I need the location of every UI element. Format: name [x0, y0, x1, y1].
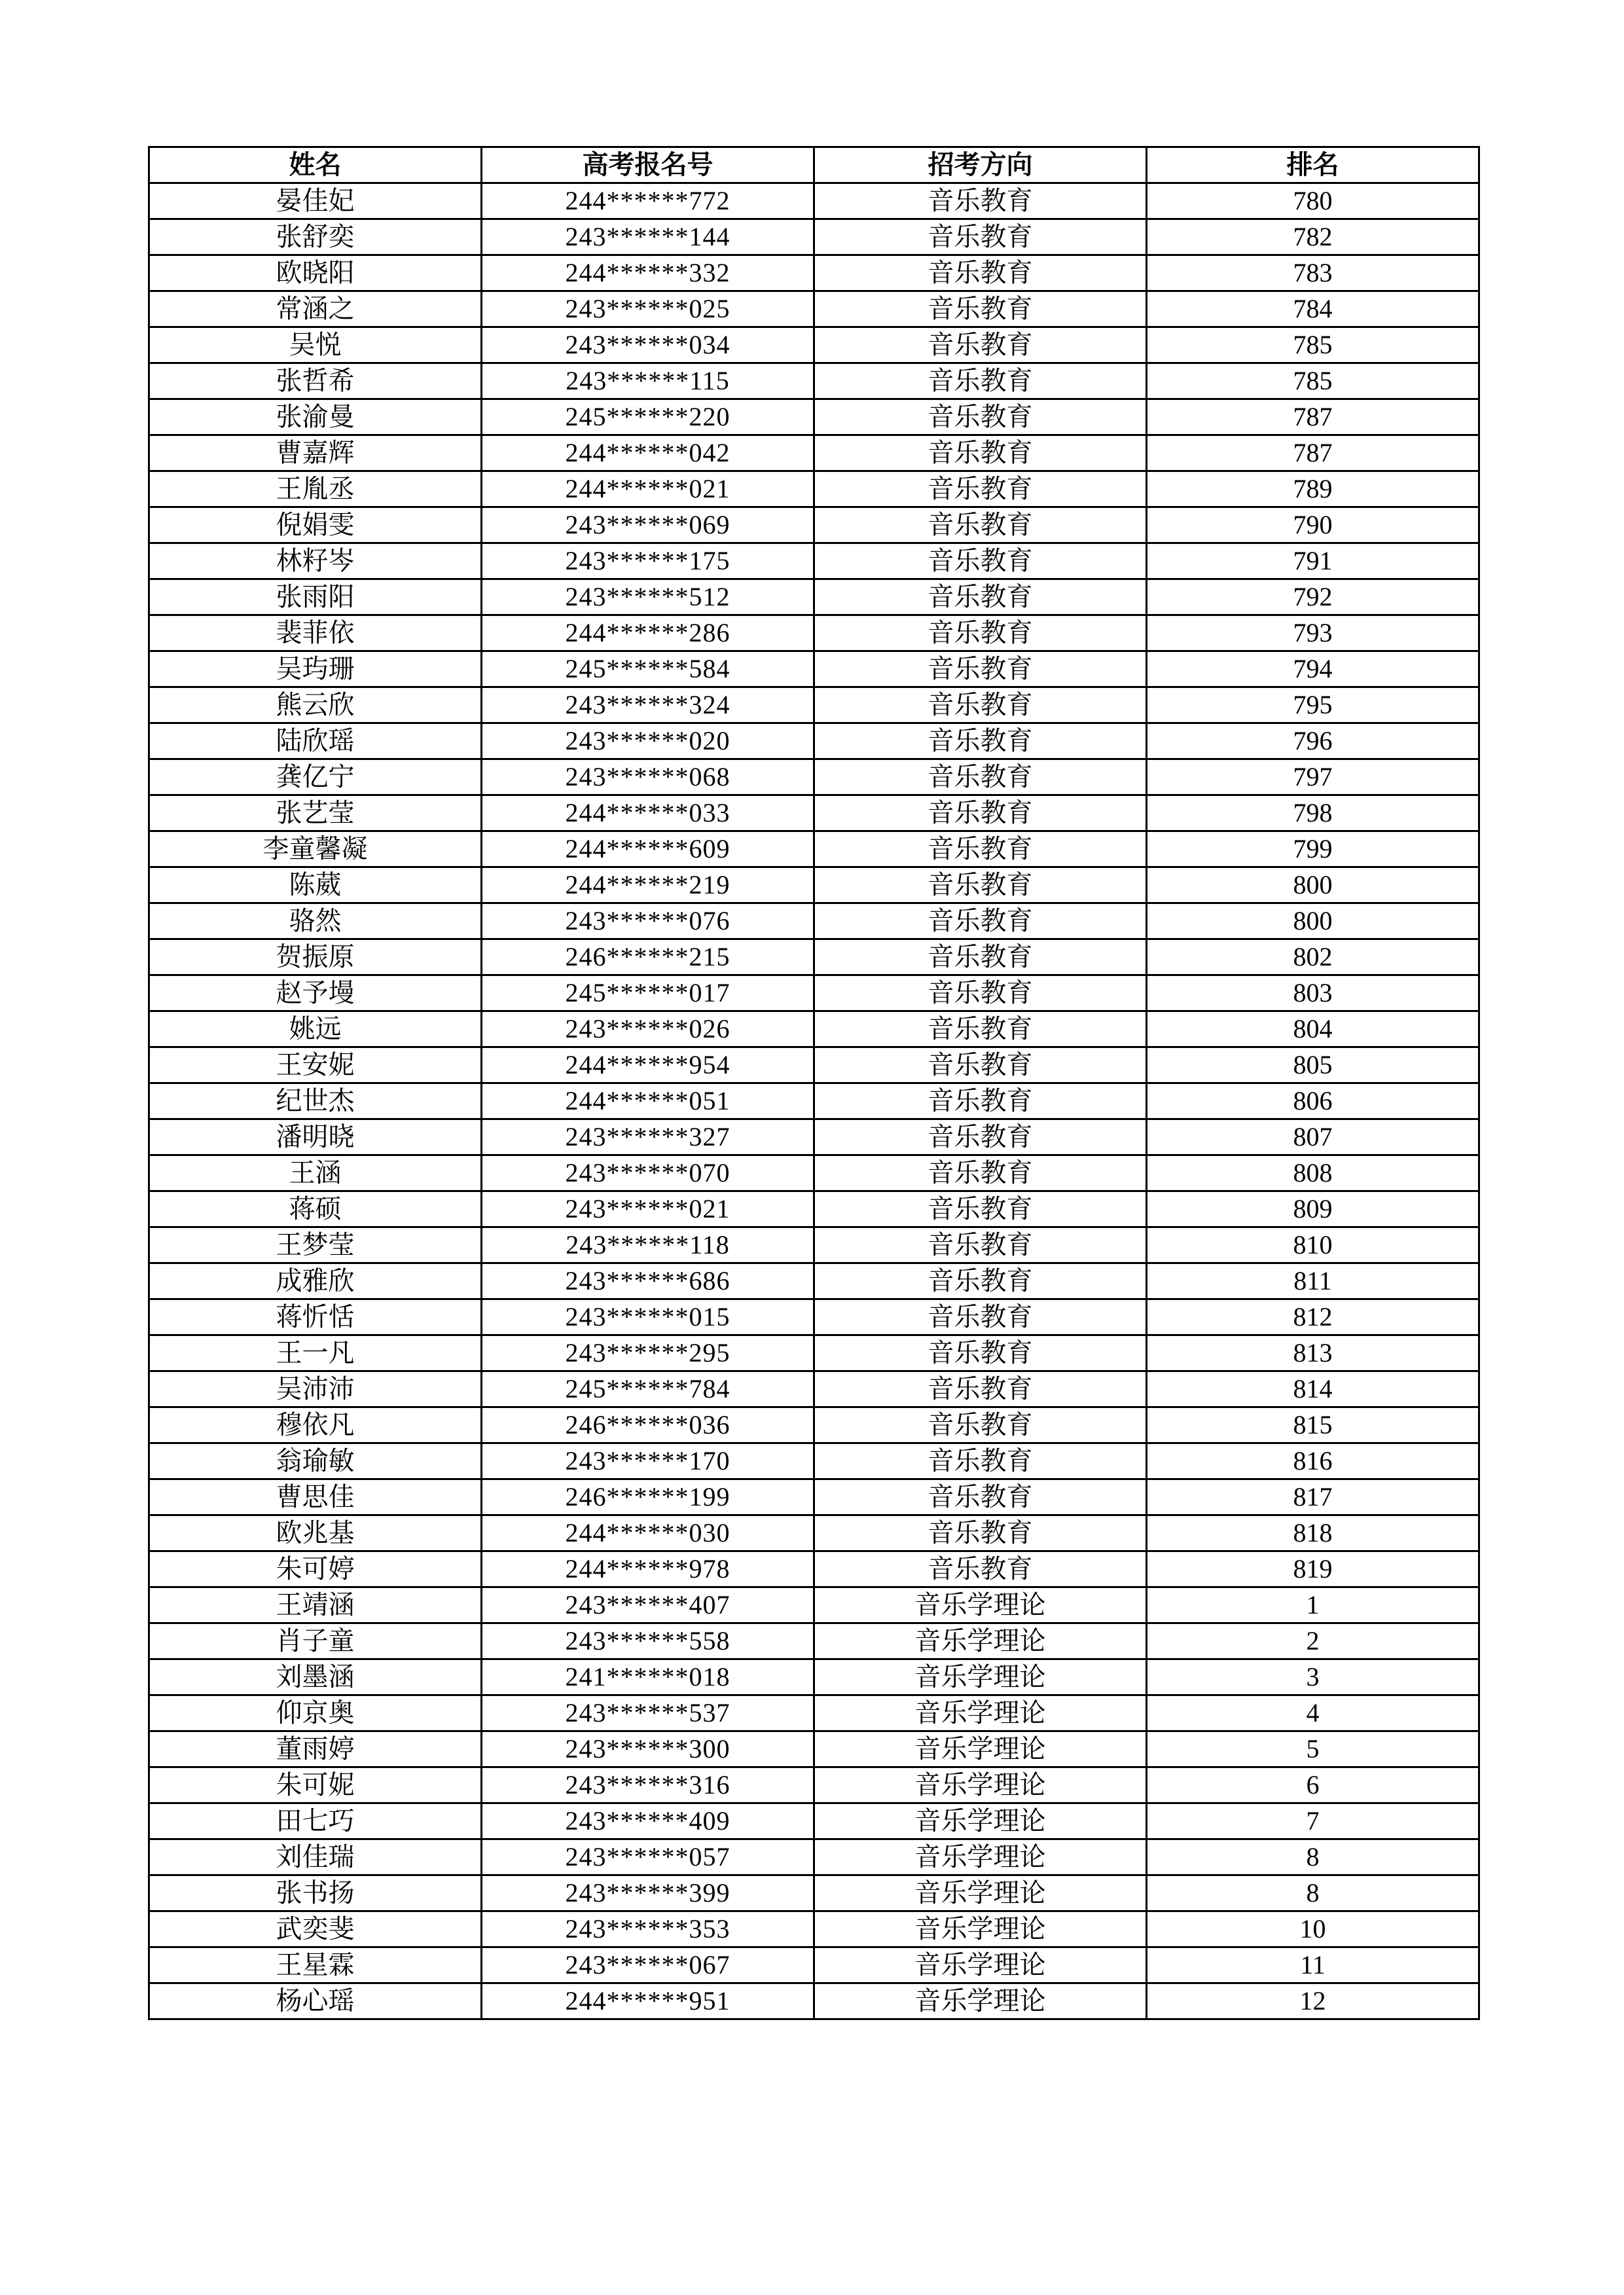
cell-direction: 音乐学理论	[814, 1767, 1147, 1803]
cell-rank: 803	[1147, 975, 1479, 1011]
cell-name: 曹思佳	[149, 1479, 482, 1515]
table-row	[149, 975, 1479, 1011]
cell-direction: 音乐教育	[814, 1263, 1147, 1299]
cell-direction: 音乐教育	[814, 1227, 1147, 1263]
cell-rank: 780	[1147, 183, 1479, 219]
table-row	[149, 615, 1479, 651]
cell-direction: 音乐教育	[814, 543, 1147, 579]
cell-exam-id: 243******025	[482, 291, 814, 327]
cell-direction: 音乐教育	[814, 1551, 1147, 1587]
cell-name: 王胤丞	[149, 471, 482, 507]
table-row	[149, 1263, 1479, 1299]
cell-direction: 音乐教育	[814, 795, 1147, 831]
cell-rank: 802	[1147, 939, 1479, 975]
cell-rank: 796	[1147, 723, 1479, 759]
cell-direction: 音乐教育	[814, 1047, 1147, 1083]
cell-exam-id: 244******951	[482, 1983, 814, 2019]
cell-direction: 音乐教育	[814, 1191, 1147, 1227]
table-row	[149, 327, 1479, 363]
cell-exam-id: 243******144	[482, 219, 814, 255]
cell-rank: 11	[1147, 1947, 1479, 1983]
cell-exam-id: 243******115	[482, 363, 814, 399]
cell-rank: 1	[1147, 1587, 1479, 1623]
table-row	[149, 1011, 1479, 1047]
table-row	[149, 1659, 1479, 1695]
cell-exam-id: 243******070	[482, 1155, 814, 1191]
cell-name: 蒋硕	[149, 1191, 482, 1227]
cell-direction: 音乐教育	[814, 687, 1147, 723]
cell-name: 王安妮	[149, 1047, 482, 1083]
cell-rank: 813	[1147, 1335, 1479, 1371]
cell-exam-id: 243******026	[482, 1011, 814, 1047]
table-row	[149, 1515, 1479, 1551]
cell-rank: 798	[1147, 795, 1479, 831]
cell-name: 朱可妮	[149, 1767, 482, 1803]
cell-name: 曹嘉辉	[149, 435, 482, 471]
cell-name: 吴悦	[149, 327, 482, 363]
cell-direction: 音乐教育	[814, 471, 1147, 507]
cell-rank: 816	[1147, 1443, 1479, 1479]
cell-exam-id: 243******175	[482, 543, 814, 579]
cell-name: 王涵	[149, 1155, 482, 1191]
table-row	[149, 1767, 1479, 1803]
table-row	[149, 1155, 1479, 1191]
cell-name: 蒋忻恬	[149, 1299, 482, 1335]
cell-direction: 音乐教育	[814, 1299, 1147, 1335]
ranking-table	[148, 146, 1480, 2020]
cell-direction: 音乐教育	[814, 1515, 1147, 1551]
cell-rank: 814	[1147, 1371, 1479, 1407]
cell-direction: 音乐学理论	[814, 1875, 1147, 1911]
cell-rank: 793	[1147, 615, 1479, 651]
cell-rank: 817	[1147, 1479, 1479, 1515]
cell-exam-id: 243******295	[482, 1335, 814, 1371]
cell-exam-id: 244******030	[482, 1515, 814, 1551]
cell-name: 倪娟雯	[149, 507, 482, 543]
table-row	[149, 471, 1479, 507]
cell-direction: 音乐教育	[814, 507, 1147, 543]
table-row	[149, 255, 1479, 291]
header-direction: 招考方向	[814, 147, 1147, 183]
table-row	[149, 1119, 1479, 1155]
cell-exam-id: 244******772	[482, 183, 814, 219]
cell-exam-id: 245******784	[482, 1371, 814, 1407]
table-row	[149, 1191, 1479, 1227]
cell-name: 裴菲依	[149, 615, 482, 651]
cell-exam-id: 244******954	[482, 1047, 814, 1083]
cell-name: 王靖涵	[149, 1587, 482, 1623]
cell-name: 林籽岑	[149, 543, 482, 579]
cell-exam-id: 244******021	[482, 471, 814, 507]
table-row	[149, 579, 1479, 615]
cell-exam-id: 244******042	[482, 435, 814, 471]
cell-name: 张渝曼	[149, 399, 482, 435]
cell-name: 龚亿宁	[149, 759, 482, 795]
cell-direction: 音乐教育	[814, 363, 1147, 399]
table-row	[149, 1371, 1479, 1407]
cell-direction: 音乐学理论	[814, 1839, 1147, 1875]
cell-direction: 音乐教育	[814, 1119, 1147, 1155]
cell-rank: 5	[1147, 1731, 1479, 1767]
cell-name: 田七巧	[149, 1803, 482, 1839]
cell-direction: 音乐教育	[814, 1335, 1147, 1371]
table-row	[149, 1587, 1479, 1623]
cell-exam-id: 243******057	[482, 1839, 814, 1875]
cell-rank: 4	[1147, 1695, 1479, 1731]
header-rank: 排名	[1147, 147, 1479, 183]
cell-direction: 音乐教育	[814, 1083, 1147, 1119]
cell-rank: 818	[1147, 1515, 1479, 1551]
cell-rank: 811	[1147, 1263, 1479, 1299]
cell-name: 潘明晓	[149, 1119, 482, 1155]
cell-exam-id: 243******327	[482, 1119, 814, 1155]
cell-exam-id: 244******219	[482, 867, 814, 903]
cell-direction: 音乐教育	[814, 867, 1147, 903]
table-row	[149, 1803, 1479, 1839]
cell-rank: 799	[1147, 831, 1479, 867]
table-row	[149, 687, 1479, 723]
cell-exam-id: 243******067	[482, 1947, 814, 1983]
table-row	[149, 399, 1479, 435]
table-row	[149, 867, 1479, 903]
cell-name: 董雨婷	[149, 1731, 482, 1767]
cell-direction: 音乐教育	[814, 399, 1147, 435]
cell-exam-id: 246******215	[482, 939, 814, 975]
cell-rank: 8	[1147, 1875, 1479, 1911]
table-row	[149, 1551, 1479, 1587]
table-body	[149, 183, 1479, 2019]
cell-direction: 音乐学理论	[814, 1587, 1147, 1623]
table-row	[149, 1983, 1479, 2019]
cell-direction: 音乐教育	[814, 435, 1147, 471]
cell-rank: 783	[1147, 255, 1479, 291]
cell-direction: 音乐教育	[814, 975, 1147, 1011]
cell-exam-id: 243******118	[482, 1227, 814, 1263]
cell-direction: 音乐教育	[814, 1371, 1147, 1407]
cell-direction: 音乐学理论	[814, 1659, 1147, 1695]
table-row	[149, 1407, 1479, 1443]
cell-name: 姚远	[149, 1011, 482, 1047]
table-row	[149, 1731, 1479, 1767]
cell-exam-id: 244******051	[482, 1083, 814, 1119]
table-row	[149, 1083, 1479, 1119]
cell-exam-id: 243******399	[482, 1875, 814, 1911]
cell-exam-id: 244******978	[482, 1551, 814, 1587]
table-row	[149, 1875, 1479, 1911]
cell-exam-id: 243******409	[482, 1803, 814, 1839]
cell-direction: 音乐教育	[814, 183, 1147, 219]
table-row	[149, 759, 1479, 795]
cell-rank: 787	[1147, 435, 1479, 471]
table-row	[149, 219, 1479, 255]
cell-name: 朱可婷	[149, 1551, 482, 1587]
table-row	[149, 183, 1479, 219]
cell-exam-id: 243******021	[482, 1191, 814, 1227]
table-row	[149, 651, 1479, 687]
cell-rank: 808	[1147, 1155, 1479, 1191]
cell-rank: 791	[1147, 543, 1479, 579]
cell-name: 纪世杰	[149, 1083, 482, 1119]
cell-name: 晏佳妃	[149, 183, 482, 219]
cell-rank: 804	[1147, 1011, 1479, 1047]
cell-name: 肖子童	[149, 1623, 482, 1659]
cell-rank: 10	[1147, 1911, 1479, 1947]
cell-direction: 音乐学理论	[814, 1803, 1147, 1839]
cell-name: 欧兆基	[149, 1515, 482, 1551]
cell-exam-id: 243******353	[482, 1911, 814, 1947]
cell-name: 杨心瑶	[149, 1983, 482, 2019]
header-exam-id: 高考报名号	[482, 147, 814, 183]
table-row	[149, 435, 1479, 471]
table-row	[149, 1227, 1479, 1263]
table-row	[149, 939, 1479, 975]
cell-rank: 789	[1147, 471, 1479, 507]
cell-name: 武奕斐	[149, 1911, 482, 1947]
cell-name: 欧晓阳	[149, 255, 482, 291]
cell-name: 张雨阳	[149, 579, 482, 615]
cell-direction: 音乐教育	[814, 651, 1147, 687]
cell-direction: 音乐教育	[814, 759, 1147, 795]
cell-name: 张艺莹	[149, 795, 482, 831]
cell-exam-id: 243******537	[482, 1695, 814, 1731]
cell-rank: 7	[1147, 1803, 1479, 1839]
cell-rank: 2	[1147, 1623, 1479, 1659]
cell-direction: 音乐学理论	[814, 1947, 1147, 1983]
cell-rank: 800	[1147, 867, 1479, 903]
header-name: 姓名	[149, 147, 482, 183]
cell-exam-id: 243******407	[482, 1587, 814, 1623]
cell-name: 仰京奥	[149, 1695, 482, 1731]
cell-name: 骆然	[149, 903, 482, 939]
table-row	[149, 831, 1479, 867]
cell-name: 贺振原	[149, 939, 482, 975]
cell-rank: 815	[1147, 1407, 1479, 1443]
cell-direction: 音乐教育	[814, 579, 1147, 615]
cell-exam-id: 243******034	[482, 327, 814, 363]
table-row	[149, 1695, 1479, 1731]
cell-rank: 782	[1147, 219, 1479, 255]
cell-direction: 音乐学理论	[814, 1731, 1147, 1767]
cell-direction: 音乐教育	[814, 1443, 1147, 1479]
cell-rank: 806	[1147, 1083, 1479, 1119]
cell-exam-id: 243******300	[482, 1731, 814, 1767]
table-row	[149, 903, 1479, 939]
cell-name: 王星霖	[149, 1947, 482, 1983]
table-row	[149, 795, 1479, 831]
cell-rank: 6	[1147, 1767, 1479, 1803]
cell-rank: 792	[1147, 579, 1479, 615]
cell-exam-id: 245******584	[482, 651, 814, 687]
cell-exam-id: 246******036	[482, 1407, 814, 1443]
cell-name: 王一凡	[149, 1335, 482, 1371]
table-row	[149, 1479, 1479, 1515]
cell-name: 王梦莹	[149, 1227, 482, 1263]
cell-direction: 音乐教育	[814, 327, 1147, 363]
table-row	[149, 1335, 1479, 1371]
cell-direction: 音乐教育	[814, 903, 1147, 939]
cell-rank: 785	[1147, 363, 1479, 399]
cell-rank: 810	[1147, 1227, 1479, 1263]
cell-exam-id: 244******286	[482, 615, 814, 651]
cell-exam-id: 241******018	[482, 1659, 814, 1695]
cell-rank: 795	[1147, 687, 1479, 723]
table-row	[149, 1047, 1479, 1083]
cell-name: 熊云欣	[149, 687, 482, 723]
cell-rank: 785	[1147, 327, 1479, 363]
cell-exam-id: 245******017	[482, 975, 814, 1011]
cell-direction: 音乐教育	[814, 1155, 1147, 1191]
cell-exam-id: 243******015	[482, 1299, 814, 1335]
cell-name: 刘墨涵	[149, 1659, 482, 1695]
cell-name: 赵予墁	[149, 975, 482, 1011]
cell-direction: 音乐学理论	[814, 1983, 1147, 2019]
cell-name: 陆欣瑶	[149, 723, 482, 759]
cell-exam-id: 243******020	[482, 723, 814, 759]
cell-rank: 12	[1147, 1983, 1479, 2019]
cell-exam-id: 243******558	[482, 1623, 814, 1659]
cell-direction: 音乐学理论	[814, 1623, 1147, 1659]
table-row	[149, 1443, 1479, 1479]
header-row	[149, 147, 1479, 183]
cell-direction: 音乐教育	[814, 219, 1147, 255]
cell-name: 李童馨凝	[149, 831, 482, 867]
cell-exam-id: 244******033	[482, 795, 814, 831]
table-row	[149, 543, 1479, 579]
cell-rank: 807	[1147, 1119, 1479, 1155]
cell-direction: 音乐教育	[814, 255, 1147, 291]
table-row	[149, 1299, 1479, 1335]
cell-rank: 3	[1147, 1659, 1479, 1695]
cell-direction: 音乐教育	[814, 939, 1147, 975]
cell-name: 吴沛沛	[149, 1371, 482, 1407]
table-row	[149, 363, 1479, 399]
cell-exam-id: 244******332	[482, 255, 814, 291]
cell-rank: 8	[1147, 1839, 1479, 1875]
cell-exam-id: 243******068	[482, 759, 814, 795]
cell-exam-id: 244******609	[482, 831, 814, 867]
table-row	[149, 723, 1479, 759]
cell-name: 吴玙珊	[149, 651, 482, 687]
cell-name: 常涵之	[149, 291, 482, 327]
cell-exam-id: 243******512	[482, 579, 814, 615]
cell-direction: 音乐教育	[814, 831, 1147, 867]
cell-rank: 805	[1147, 1047, 1479, 1083]
cell-rank: 790	[1147, 507, 1479, 543]
cell-exam-id: 243******170	[482, 1443, 814, 1479]
cell-name: 穆依凡	[149, 1407, 482, 1443]
table-row	[149, 507, 1479, 543]
table-row	[149, 1839, 1479, 1875]
cell-rank: 819	[1147, 1551, 1479, 1587]
cell-name: 陈葳	[149, 867, 482, 903]
cell-name: 张哲希	[149, 363, 482, 399]
cell-name: 翁瑜敏	[149, 1443, 482, 1479]
table-row	[149, 291, 1479, 327]
cell-name: 刘佳瑞	[149, 1839, 482, 1875]
cell-direction: 音乐教育	[814, 1407, 1147, 1443]
cell-rank: 812	[1147, 1299, 1479, 1335]
cell-direction: 音乐教育	[814, 291, 1147, 327]
cell-direction: 音乐教育	[814, 723, 1147, 759]
cell-direction: 音乐学理论	[814, 1911, 1147, 1947]
cell-rank: 787	[1147, 399, 1479, 435]
cell-exam-id: 243******324	[482, 687, 814, 723]
table-row	[149, 1911, 1479, 1947]
cell-exam-id: 245******220	[482, 399, 814, 435]
cell-rank: 794	[1147, 651, 1479, 687]
cell-name: 张舒奕	[149, 219, 482, 255]
cell-direction: 音乐教育	[814, 1479, 1147, 1515]
cell-exam-id: 243******076	[482, 903, 814, 939]
cell-rank: 797	[1147, 759, 1479, 795]
cell-rank: 784	[1147, 291, 1479, 327]
cell-rank: 809	[1147, 1191, 1479, 1227]
cell-direction: 音乐教育	[814, 1011, 1147, 1047]
cell-name: 张书扬	[149, 1875, 482, 1911]
table-row	[149, 1623, 1479, 1659]
cell-exam-id: 243******069	[482, 507, 814, 543]
cell-exam-id: 243******686	[482, 1263, 814, 1299]
cell-direction: 音乐教育	[814, 615, 1147, 651]
cell-direction: 音乐学理论	[814, 1695, 1147, 1731]
cell-rank: 800	[1147, 903, 1479, 939]
table-row	[149, 1947, 1479, 1983]
cell-name: 成雅欣	[149, 1263, 482, 1299]
cell-exam-id: 246******199	[482, 1479, 814, 1515]
cell-exam-id: 243******316	[482, 1767, 814, 1803]
